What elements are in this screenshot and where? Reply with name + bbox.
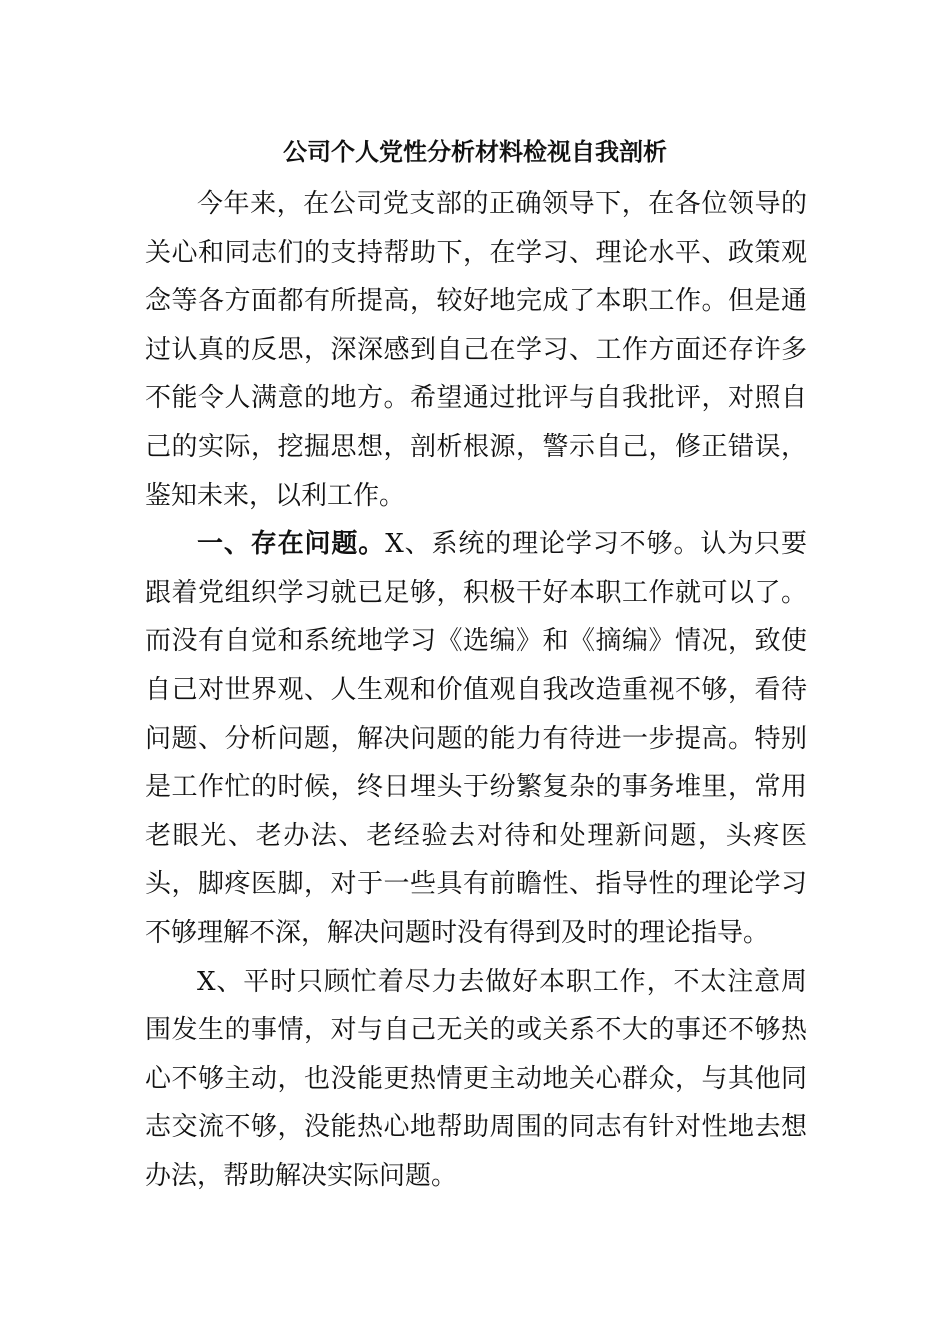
paragraph-problems	[145, 520, 807, 957]
paragraph-text: 今年来，在公司党支部的正确领导下，在各位领导的关心和同志们的支持帮助下，在学习、理论水平、政策观念等各方面都有所提高，较好地完成了本职工作。但是通过认真的反思，深深感到自己在学习、工作方面还存许多不能令人满意的地方。希望通过批评与自我批评，对照自己的实际，挖掘思想，剖析根源，警示自己，修正错误，鉴知未来，以利工作。	[145, 189, 807, 511]
document-title: 公司个人党性分析材料检视自我剖析	[283, 137, 667, 166]
paragraph-text: X、平时只顾忙着尽力去做好本职工作，不太注意周围发生的事情，对与自己无关的或关系不大的事还不够热心不够主动，也没能更热情更主动地关心群众，与其他同志交流不够，没能热心地帮助周围的同志有针对性地去想办法，帮助解决实际问题。	[145, 966, 807, 1191]
document-body	[145, 180, 807, 1200]
paragraph-intro	[145, 180, 807, 520]
paragraph-point-2	[145, 958, 807, 1201]
paragraph-text: X、系统的理论学习不够。认为只要跟着党组织学习就已足够，积极干好本职工作就可以了。而没有自觉和系统地学习《选编》和《摘编》情况，致使自己对世界观、人生观和价值观自我改造重视不够，看待问题、分析问题，解决问题的能力有待进一步提高。特别是工作忙的时候，终日埋头于纷繁复杂的事务堆里，常用老眼光、老办法、老经验去对待和处理新问题，头疼医头，脚疼医脚，对于一些具有前瞻性、指导性的理论学习不够理解不深，解决问题时没有得到及时的理论指导。	[145, 529, 807, 948]
section-heading: 一、存在问题。	[197, 529, 386, 560]
